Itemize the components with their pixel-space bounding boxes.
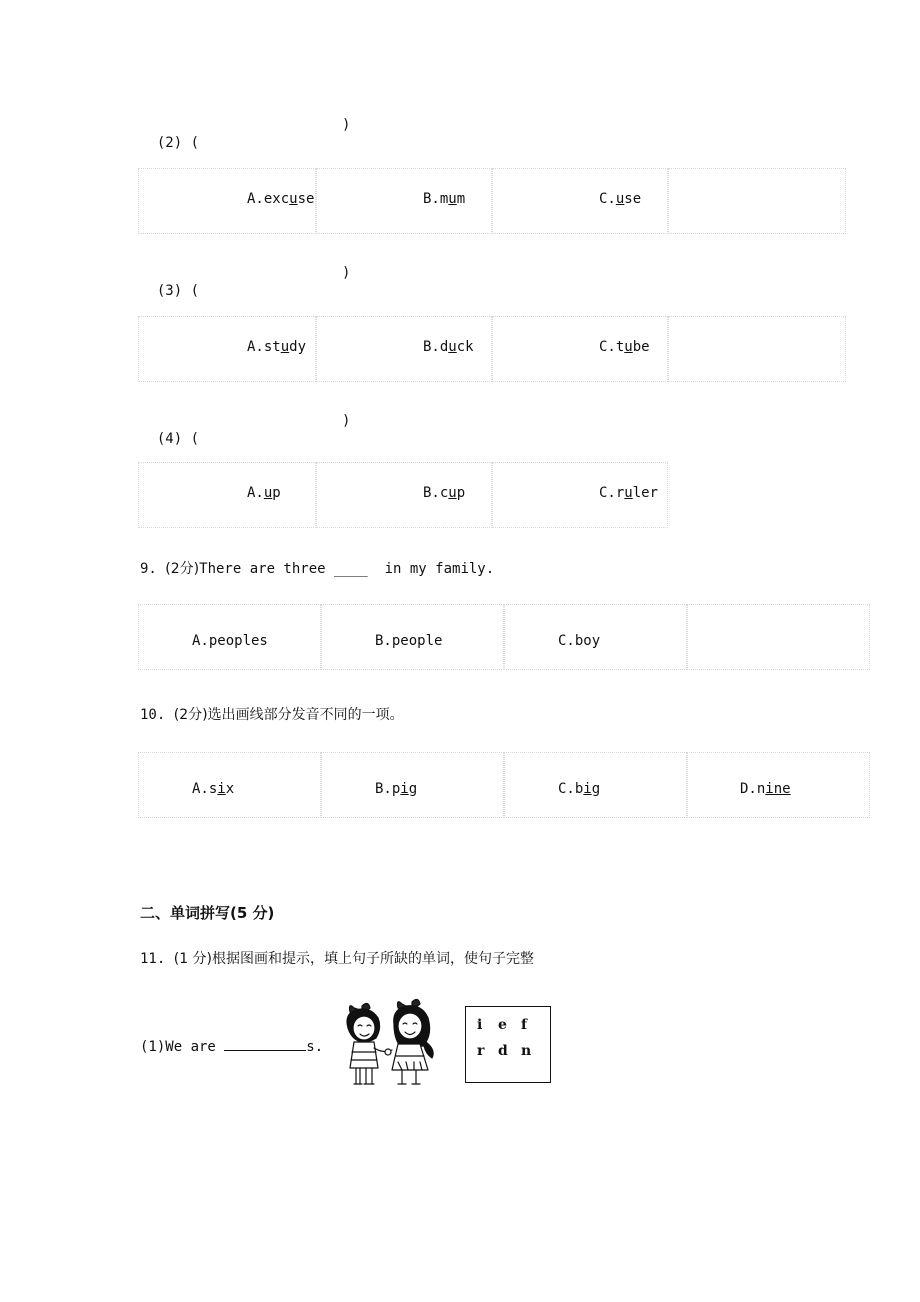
option-cell bbox=[668, 316, 846, 382]
q10-number: 10. bbox=[140, 707, 166, 723]
q9-number: 9. bbox=[140, 561, 157, 577]
letter: e bbox=[498, 1017, 507, 1033]
section-title: 二、单词拼写(5 分) bbox=[140, 904, 275, 922]
option-c[interactable]: C.tube bbox=[599, 339, 650, 355]
option-b[interactable]: B.people bbox=[375, 633, 443, 649]
q11-sub1-sentence bbox=[140, 1036, 323, 1056]
option-c[interactable]: C.ruler bbox=[599, 485, 659, 501]
q9-question bbox=[140, 560, 494, 578]
two-girls-illustration bbox=[340, 998, 444, 1088]
option-c[interactable]: C.big bbox=[558, 781, 601, 797]
q11-sub1-pre: (1)We are bbox=[140, 1039, 216, 1055]
q8-sub2-close: ) bbox=[342, 117, 351, 133]
q11-text: 根据图画和提示，填上句子所缺的单词，使句子完整 bbox=[212, 951, 535, 967]
option-cell bbox=[668, 168, 846, 234]
letter: r bbox=[477, 1043, 485, 1059]
letter: n bbox=[521, 1043, 532, 1059]
q8-sub2-options-row bbox=[138, 168, 848, 234]
option-cell bbox=[492, 168, 668, 234]
option-b[interactable]: B.cup bbox=[423, 485, 466, 501]
q10-text: 选出画线部分发音不同的一项。 bbox=[207, 707, 404, 723]
letter-hint-box bbox=[465, 1006, 551, 1083]
letter: d bbox=[498, 1043, 508, 1059]
q8-sub3-options-row bbox=[138, 316, 848, 382]
letter: f bbox=[521, 1017, 528, 1033]
option-a[interactable]: A.peoples bbox=[192, 633, 268, 649]
q10-options-row bbox=[138, 752, 870, 818]
q10-question bbox=[140, 706, 404, 724]
q11-sub1-blank[interactable] bbox=[224, 1036, 306, 1051]
q11-number: 11. bbox=[140, 951, 166, 967]
q9-text-a: There are three bbox=[199, 561, 326, 577]
q9-text-b: in my family. bbox=[384, 561, 495, 577]
q8-sub4-label bbox=[140, 412, 199, 448]
q10-score: (2分) bbox=[173, 707, 208, 723]
option-d[interactable]: D.nine bbox=[740, 781, 791, 797]
option-cell bbox=[138, 462, 316, 528]
q8-sub4-open: (4) ( bbox=[156, 431, 200, 447]
q8-sub2-open: (2) ( bbox=[156, 135, 200, 151]
option-a[interactable]: A.up bbox=[247, 485, 281, 501]
q11-score: (1 分) bbox=[173, 951, 213, 967]
q8-sub3-close: ) bbox=[342, 265, 351, 281]
q9-blank[interactable]: ____ bbox=[334, 561, 368, 577]
q11-question bbox=[140, 950, 534, 968]
q9-score: (2分) bbox=[165, 561, 200, 577]
q8-sub4-close: ) bbox=[342, 413, 351, 429]
q8-sub2-label bbox=[140, 116, 199, 152]
q11-sub1-post: s. bbox=[306, 1039, 324, 1055]
letter: i bbox=[477, 1017, 483, 1033]
q8-sub3-open: (3) ( bbox=[156, 283, 200, 299]
q8-sub3-label bbox=[140, 264, 199, 300]
option-b[interactable]: B.pig bbox=[375, 781, 418, 797]
option-cell bbox=[316, 168, 492, 234]
option-c[interactable]: C.use bbox=[599, 191, 642, 207]
q8-sub4-options-row bbox=[138, 462, 668, 528]
option-a[interactable]: A.excuse bbox=[247, 191, 315, 207]
option-a[interactable]: A.six bbox=[192, 781, 235, 797]
option-b[interactable]: B.duck bbox=[423, 339, 474, 355]
option-cell bbox=[316, 462, 492, 528]
option-a[interactable]: A.study bbox=[247, 339, 307, 355]
q9-options-row bbox=[138, 604, 870, 670]
option-cell bbox=[687, 604, 870, 670]
option-c[interactable]: C.boy bbox=[558, 633, 601, 649]
option-b[interactable]: B.mum bbox=[423, 191, 466, 207]
